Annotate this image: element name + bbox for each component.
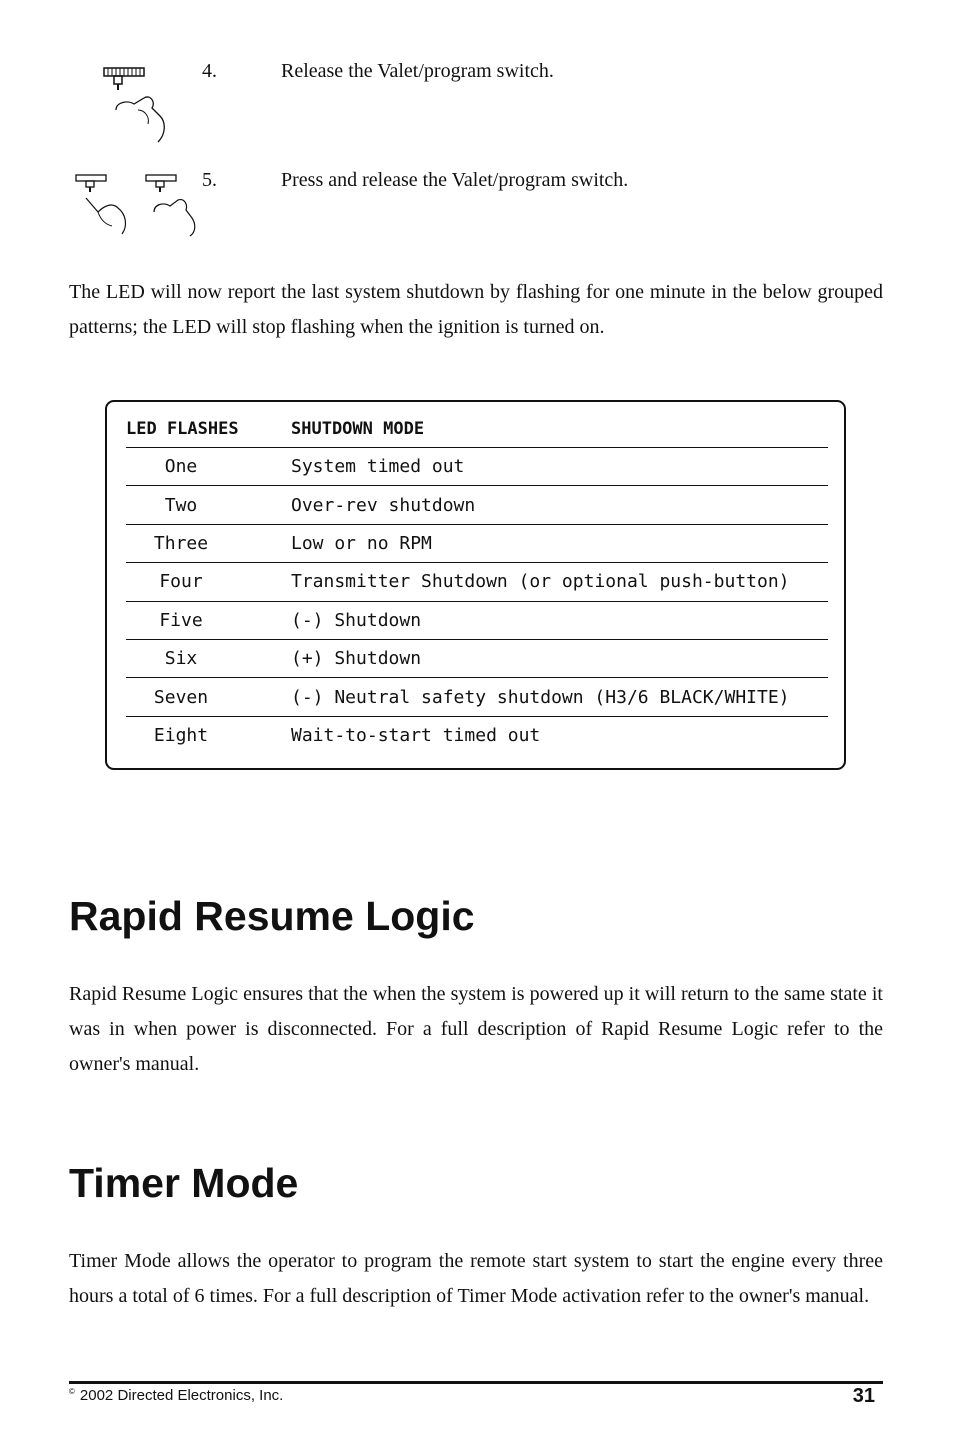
cell-flashes: One <box>164 456 198 478</box>
table-row <box>126 563 828 601</box>
page-number: 31 <box>852 1385 875 1407</box>
table-row <box>126 717 828 755</box>
table-row <box>126 602 828 640</box>
step-5-number: 5. <box>202 169 217 191</box>
cell-flashes: Six <box>164 648 198 670</box>
cell-flashes: Five <box>159 609 203 631</box>
rapid-resume-paragraph: Rapid Resume Logic ensures that the when the system is powered up it will return to the same state it was in when power is disconnected. For a full description of Rapid Resume Logic refer to the owner's manual. <box>69 983 883 1075</box>
copyright-symbol: © <box>69 1387 75 1396</box>
intro-paragraph: The LED will now report the last system shutdown by flashing for one minute in the below grouped patterns; the LED will stop flashing when the ignition is turned on. <box>69 281 883 338</box>
rapid-resume-heading: Rapid Resume Logic <box>69 893 475 939</box>
hand-release-switch-icon <box>100 64 172 146</box>
timer-mode-heading: Timer Mode <box>69 1160 299 1206</box>
timer-mode-paragraph: Timer Mode allows the operator to program the remote start system to start the engine every three hours a total of 6 times. For a full description of Timer Mode activation refer to the owner's manual. <box>69 1250 883 1307</box>
cell-mode: (-) Neutral safety shutdown (H3/6 BLACK/WHITE) <box>291 686 790 708</box>
cell-mode: Low or no RPM <box>291 532 432 554</box>
table-row <box>126 525 828 563</box>
hand-press-release-switch-icon <box>72 172 202 240</box>
step-4-text: Release the Valet/program switch. <box>281 60 554 82</box>
header-led-flashes: LED FLASHES <box>126 418 239 439</box>
table-row <box>126 640 828 678</box>
cell-mode: Wait-to-start timed out <box>291 725 541 747</box>
cell-flashes: Eight <box>153 725 209 747</box>
copyright-text: 2002 Directed Electronics, Inc. <box>79 1387 284 1404</box>
table-row <box>126 486 828 524</box>
step-4-number: 4. <box>202 60 217 82</box>
cell-mode: Transmitter Shutdown (or optional push-button) <box>291 571 790 593</box>
table-row <box>126 448 828 486</box>
table-row <box>126 678 828 716</box>
cell-flashes: Three <box>153 532 209 554</box>
cell-mode: Over-rev shutdown <box>291 494 476 516</box>
cell-flashes: Seven <box>153 686 209 708</box>
footer-copyright <box>69 1387 283 1404</box>
table-header <box>126 410 828 448</box>
footer-divider <box>69 1381 883 1384</box>
led-flash-table <box>105 400 846 770</box>
cell-mode: System timed out <box>291 456 465 478</box>
cell-mode: (-) Shutdown <box>291 609 422 631</box>
cell-mode: (+) Shutdown <box>291 648 422 670</box>
step-5-text: Press and release the Valet/program switch. <box>281 169 629 191</box>
cell-flashes: Four <box>159 571 203 593</box>
cell-flashes: Two <box>164 494 198 516</box>
header-shutdown-mode: SHUTDOWN MODE <box>291 418 425 439</box>
